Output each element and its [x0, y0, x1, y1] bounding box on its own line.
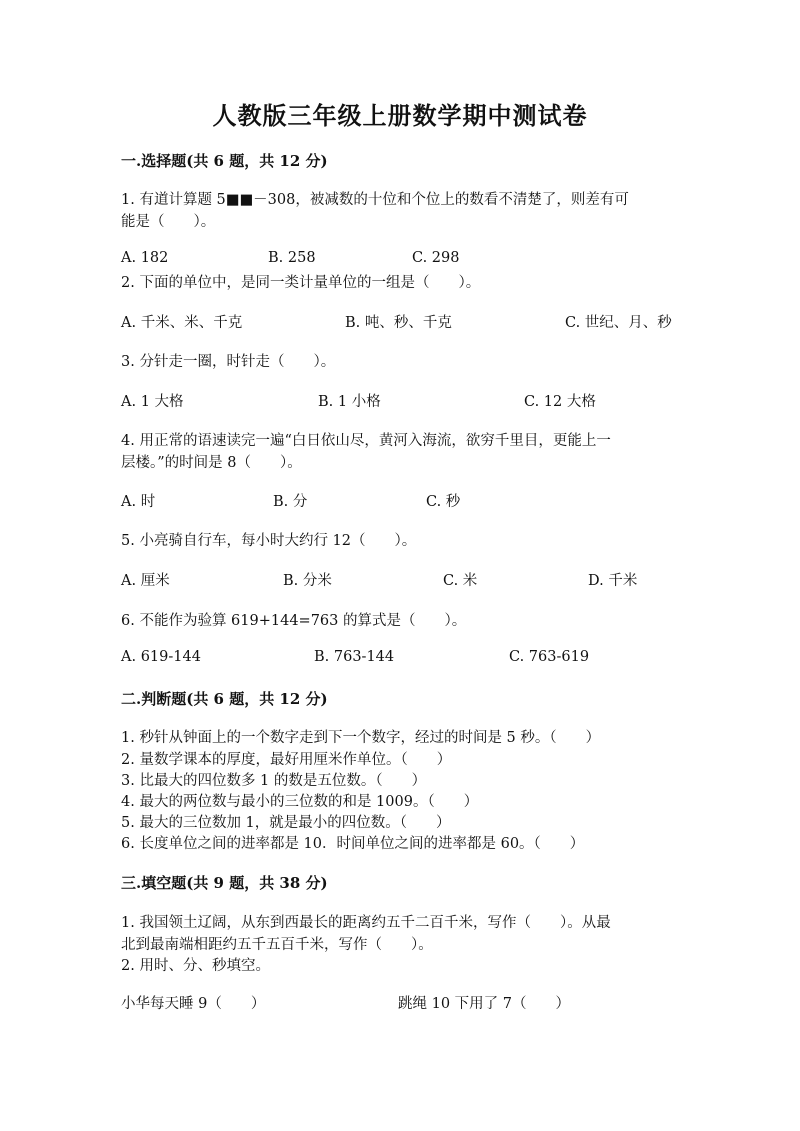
- question-6-line-1: 6. 不能作为验算 619+144=763 的算式是（ ）。: [121, 613, 467, 629]
- fill-item-1-line-1: 1. 我国领土辽阔，从东到西最长的距离约五千二百千米，写作（ ）。从最: [121, 915, 611, 931]
- question-6-option-a: A. 619-144: [121, 649, 201, 665]
- judge-item-1: 1. 秒针从钟面上的一个数字走到下一个数字，经过的时间是 5 秒。（ ）: [121, 730, 601, 746]
- judge-item-3: 3. 比最大的四位数多 1 的数是五位数。（ ）: [121, 773, 427, 789]
- question-4-line-1: 4. 用正常的语速读完一遍“白日依山尽，黄河入海流，欲穷千里目，更能上一: [121, 433, 611, 449]
- question-3-option-b: B. 1 小格: [318, 394, 381, 410]
- question-3-option-c: C. 12 大格: [524, 394, 596, 410]
- fill-blank-jump-rope: 跳绳 10 下用了 7（ ）: [398, 996, 571, 1012]
- fill-blank-sleep: 小华每天睡 9（ ）: [121, 996, 266, 1012]
- question-4-option-a: A. 时: [121, 494, 156, 510]
- fill-item-1-line-2: 北到最南端相距约五千五百千米，写作（ ）。: [121, 937, 433, 953]
- question-1-option-a: A. 182: [121, 250, 169, 266]
- question-5-option-a: A. 厘米: [121, 573, 170, 589]
- section-heading-choice: 一.选择题(共 6 题，共 12 分): [121, 152, 328, 170]
- question-4-line-2: 层楼。”的时间是 8（ ）。: [121, 455, 302, 471]
- question-4-option-c: C. 秒: [426, 494, 461, 510]
- question-6-option-c: C. 763-619: [509, 649, 590, 665]
- question-3-line-1: 3. 分针走一圈，时针走（ ）。: [121, 354, 336, 370]
- judge-item-2: 2. 量数学课本的厚度，最好用厘米作单位。（ ）: [121, 752, 452, 768]
- question-1-line-2: 能是（ ）。: [121, 214, 216, 230]
- question-4-option-b: B. 分: [273, 494, 308, 510]
- question-5-option-b: B. 分米: [283, 573, 332, 589]
- section-heading-judge: 二.判断题(共 6 题，共 12 分): [121, 690, 328, 708]
- question-1-line-1: 1. 有道计算题 5■■－308，被减数的十位和个位上的数看不清楚了，则差有可: [121, 192, 629, 208]
- page-title: 人教版三年级上册数学期中测试卷: [212, 101, 588, 130]
- question-2-option-b: B. 吨、秒、千克: [345, 315, 452, 331]
- question-1-option-c: C. 298: [412, 250, 460, 266]
- section-heading-fill: 三.填空题(共 9 题，共 38 分): [121, 874, 328, 892]
- fill-item-2: 2. 用时、分、秒填空。: [121, 958, 270, 974]
- question-3-option-a: A. 1 大格: [121, 394, 184, 410]
- judge-item-4: 4. 最大的两位数与最小的三位数的和是 1009。（ ）: [121, 794, 479, 810]
- judge-item-5: 5. 最大的三位数加 1，就是最小的四位数。（ ）: [121, 815, 451, 831]
- question-2-line-1: 2. 下面的单位中，是同一类计量单位的一组是（ ）。: [121, 275, 481, 291]
- question-5-line-1: 5. 小亮骑自行车，每小时大约行 12（ ）。: [121, 533, 417, 549]
- question-6-option-b: B. 763-144: [314, 649, 395, 665]
- question-5-option-d: D. 千米: [588, 573, 638, 589]
- judge-item-6: 6. 长度单位之间的进率都是 10．时间单位之间的进率都是 60。（ ）: [121, 836, 585, 852]
- question-2-option-a: A. 千米、米、千克: [121, 315, 243, 331]
- question-1-option-b: B. 258: [268, 250, 316, 266]
- question-2-option-c: C. 世纪、月、秒: [565, 315, 672, 331]
- question-5-option-c: C. 米: [443, 573, 478, 589]
